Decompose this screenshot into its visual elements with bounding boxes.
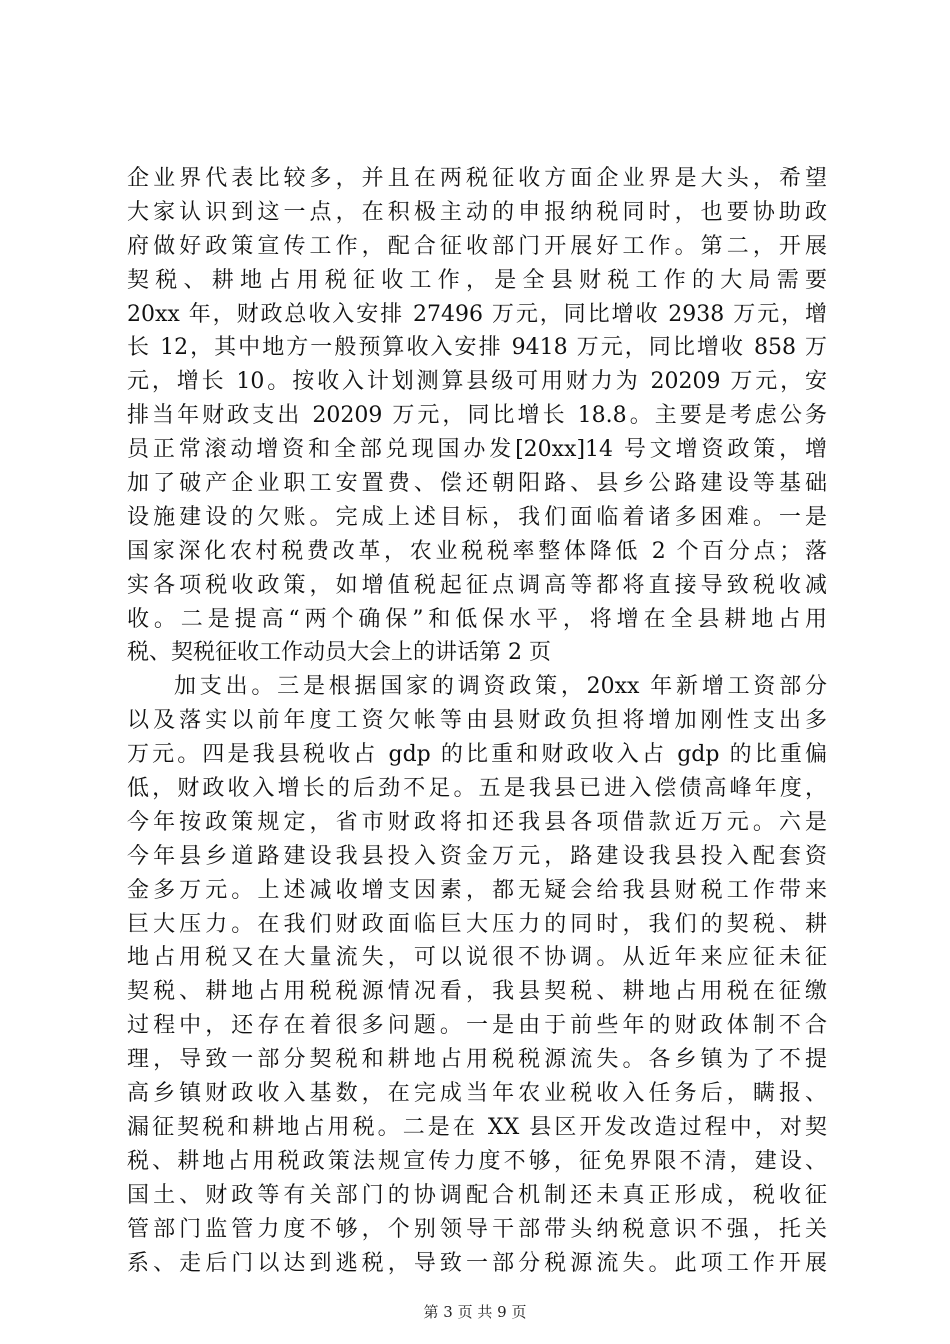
paragraph-start-line: 加支出。三是根据国家的调资政策，20xx 年新增工资部分 xyxy=(174,674,827,700)
text-line: 万元。四是我县税收占 gdp 的比重和财政收入占 gdp 的比重偏 xyxy=(127,742,827,768)
text-line: 排当年财政支出 20209 万元，同比增长 18.8。主要是考虑公务 xyxy=(127,403,827,429)
text-line: 今年按政策规定，省市财政将扣还我县各项借款近万元。六是 xyxy=(127,809,827,835)
text-line: 契税、耕地占用税征收工作，是全县财税工作的大局需要 xyxy=(127,267,827,293)
text-line: 系、走后门以达到逃税，导致一部分税源流失。此项工作开展 xyxy=(127,1250,827,1276)
text-line: 实各项税收政策，如增值税起征点调高等都将直接导致税收减 xyxy=(127,572,827,598)
text-line: 漏征契税和耕地占用税。二是在 XX 县区开发改造过程中，对契 xyxy=(127,1114,827,1140)
text-line: 地占用税又在大量流失，可以说很不协调。从近年来应征未征 xyxy=(127,945,827,971)
text-line: 长 12，其中地方一般预算收入安排 9418 万元，同比增收 858 万 xyxy=(127,335,827,361)
text-line: 今年县乡道路建设我县投入资金万元，路建设我县投入配套资 xyxy=(127,843,827,869)
text-line: 企业界代表比较多，并且在两税征收方面企业界是大头，希望 xyxy=(127,166,827,191)
text-line: 税、契税征收工作动员大会上的讲话第 2 页 xyxy=(127,640,551,666)
text-line: 契税、耕地占用税税源情况看，我县契税、耕地占用税在征缴 xyxy=(127,979,827,1005)
text-line: 高乡镇财政收入基数，在完成当年农业税收入任务后，瞒报、 xyxy=(127,1081,827,1107)
text-line: 低，财政收入增长的后劲不足。五是我县已进入偿债高峰年度， xyxy=(127,776,827,802)
text-line: 金多万元。上述减收增支因素，都无疑会给我县财税工作带来 xyxy=(127,877,827,903)
text-line: 员正常滚动增资和全部兑现国办发[20xx]14 号文增资政策，增 xyxy=(127,437,827,463)
text-line: 巨大压力。在我们财政面临巨大压力的同时，我们的契税、耕 xyxy=(127,911,827,937)
text-line: 税、耕地占用税政策法规宣传力度不够，征免界限不清，建设、 xyxy=(127,1148,827,1174)
document-body xyxy=(127,162,827,1280)
text-line: 元，增长 10。按收入计划测算县级可用财力为 20209 万元，安 xyxy=(127,369,827,395)
text-line: 国家深化农村税费改革，农业税税率整体降低 2 个百分点；落 xyxy=(127,538,827,564)
text-line: 理，导致一部分契税和耕地占用税税源流失。各乡镇为了不提 xyxy=(127,1047,827,1073)
text-line: 管部门监管力度不够，个别领导干部带头纳税意识不强，托关 xyxy=(127,1216,827,1242)
text-line: 20xx 年，财政总收入安排 27496 万元，同比增收 2938 万元，增 xyxy=(127,301,827,327)
text-line: 府做好政策宣传工作，配合征收部门开展好工作。第二，开展 xyxy=(127,233,827,259)
text-line: 过程中，还存在着很多问题。一是由于前些年的财政体制不合 xyxy=(127,1013,827,1039)
text-line: 大家认识到这一点，在积极主动的申报纳税同时，也要协助政 xyxy=(127,199,827,225)
page-number-footer: 第 3 页 共 9 页 xyxy=(423,1303,527,1321)
text-line: 国土、财政等有关部门的协调配合机制还未真正形成，税收征 xyxy=(127,1182,827,1208)
text-line: 加了破产企业职工安置费、偿还朝阳路、县乡公路建设等基础 xyxy=(127,471,827,497)
text-line: 设施建设的欠账。完成上述目标，我们面临着诸多困难。一是 xyxy=(127,504,827,530)
text-line: 收。二是提高“两个确保”和低保水平，将增在全县耕地占用 xyxy=(127,606,827,632)
text-line: 以及落实以前年度工资欠帐等由县财政负担将增加刚性支出多 xyxy=(127,708,827,734)
